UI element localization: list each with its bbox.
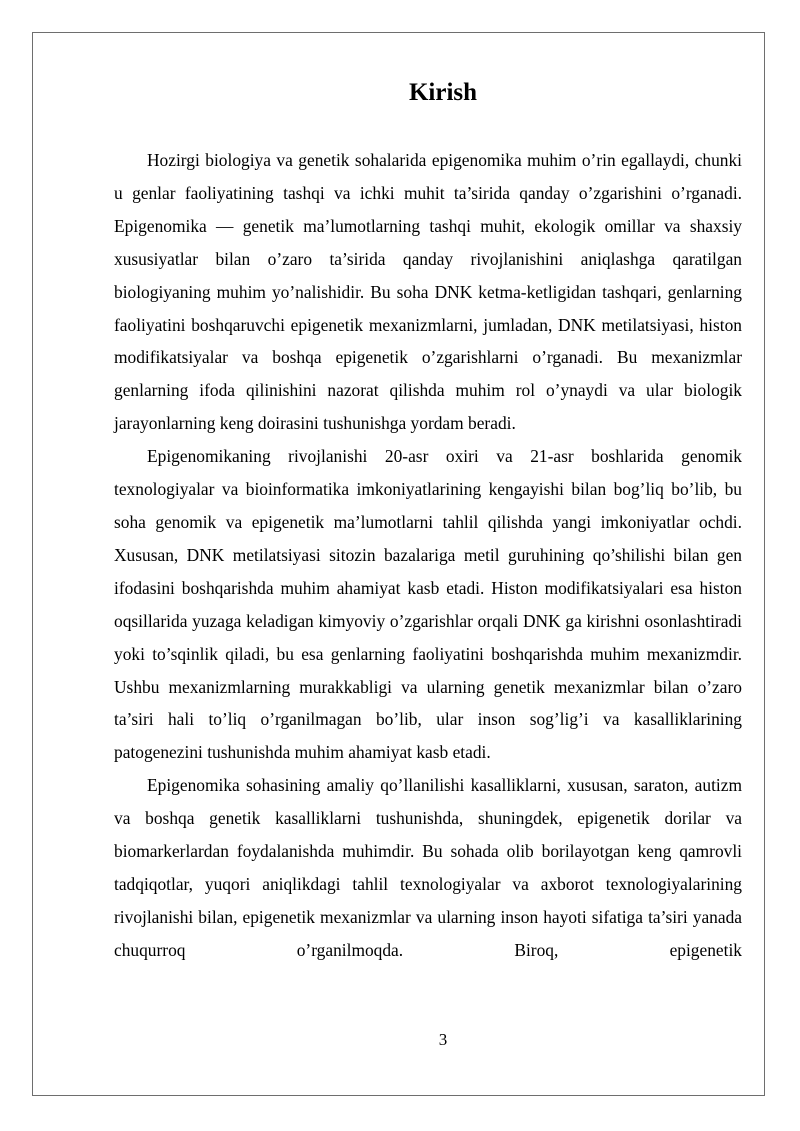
paragraph-1: Hozirgi biologiya va genetik sohalarida epigenomika muhim o’rin egallaydi, chunki u genlar faoliyatining tashqi va ichki muhit ta’sirida qanday o’zgarishini o’rganadi. Epigenomika — genetik ma’lumotlarning tashqi muhit, ekologik omillar va shaxsiy xususiyatlar bilan o’zaro ta’sirida qanday rivojlanishini aniqlashga qaratilgan biologiyaning muhim yo’nalishidir. Bu soha DNK ketma-ketligidan tashqari, genlarning faoliyatini boshqaruvchi epigenetik mexanizmlarni, jumladan, DNK metilatsiyasi, histon modifikatsiyalar va boshqa epigenetik o’zgarishlarni o’rganadi. Bu mexanizmlar genlarning ifoda qilinishini nazorat qilishda muhim rol o’ynaydi va ular biologik jarayonlarning keng doirasini tushunishga yordam beradi. (114, 150, 742, 434)
page-title: Kirish (408, 79, 478, 106)
paragraph-3: Epigenomika sohasining amaliy qo’llanilishi kasalliklarni, xususan, saraton, autizm va boshqa genetik kasalliklarni tushunishda, shuningdek, epigenetik dorilar va biomarkerlardan foydalanishda muhimdir. Bu sohada olib borilayotgan keng qamrovli tadqiqotlar, yuqori aniqlikdagi tahlil texnologiyalar va axborot texnologiyalarining rivojlanishi bilan, epigenetik mexanizmlar va ularning inson hayoti sifatiga ta’siri yanada chuqurroq o’rganilmoqda. Biroq, epigenetik (114, 775, 742, 960)
document-body (114, 144, 742, 967)
paragraph-2: Epigenomikaning rivojlanishi 20-asr oxiri va 21-asr boshlarida genomik texnologiyalar va bioinformatika imkoniyatlarining kengayishi bilan bog’liq bo’lib, bu soha genomik va epigenetik ma’lumotlarni tahlil qilishda yangi imkoniyatlar ochdi. Xususan, DNK metilatsiyasi sitozin bazalariga metil guruhining qo’shilishi bilan gen ifodasini boshqarishda muhim ahamiyat kasb etadi. Histon modifikatsiyalari esa histon oqsillarida yuzaga keladigan kimyoviy o’zgarishlar orqali DNK ga kirishni osonlashtiradi yoki to’sqinlik qiladi, bu esa genlarning faoliyatini boshqarishda muhim mexanizmdir. Ushbu mexanizmlarning murakkabligi va ularning genetik mexanizmlar bilan o’zaro ta’siri hali to’liq o’rganilmagan bo’lib, ular inson sog’lig’i va kasalliklarining patogenezini tushunishda muhim ahamiyat kasb etadi. (114, 446, 742, 763)
page-number: 3 (438, 1030, 448, 1049)
